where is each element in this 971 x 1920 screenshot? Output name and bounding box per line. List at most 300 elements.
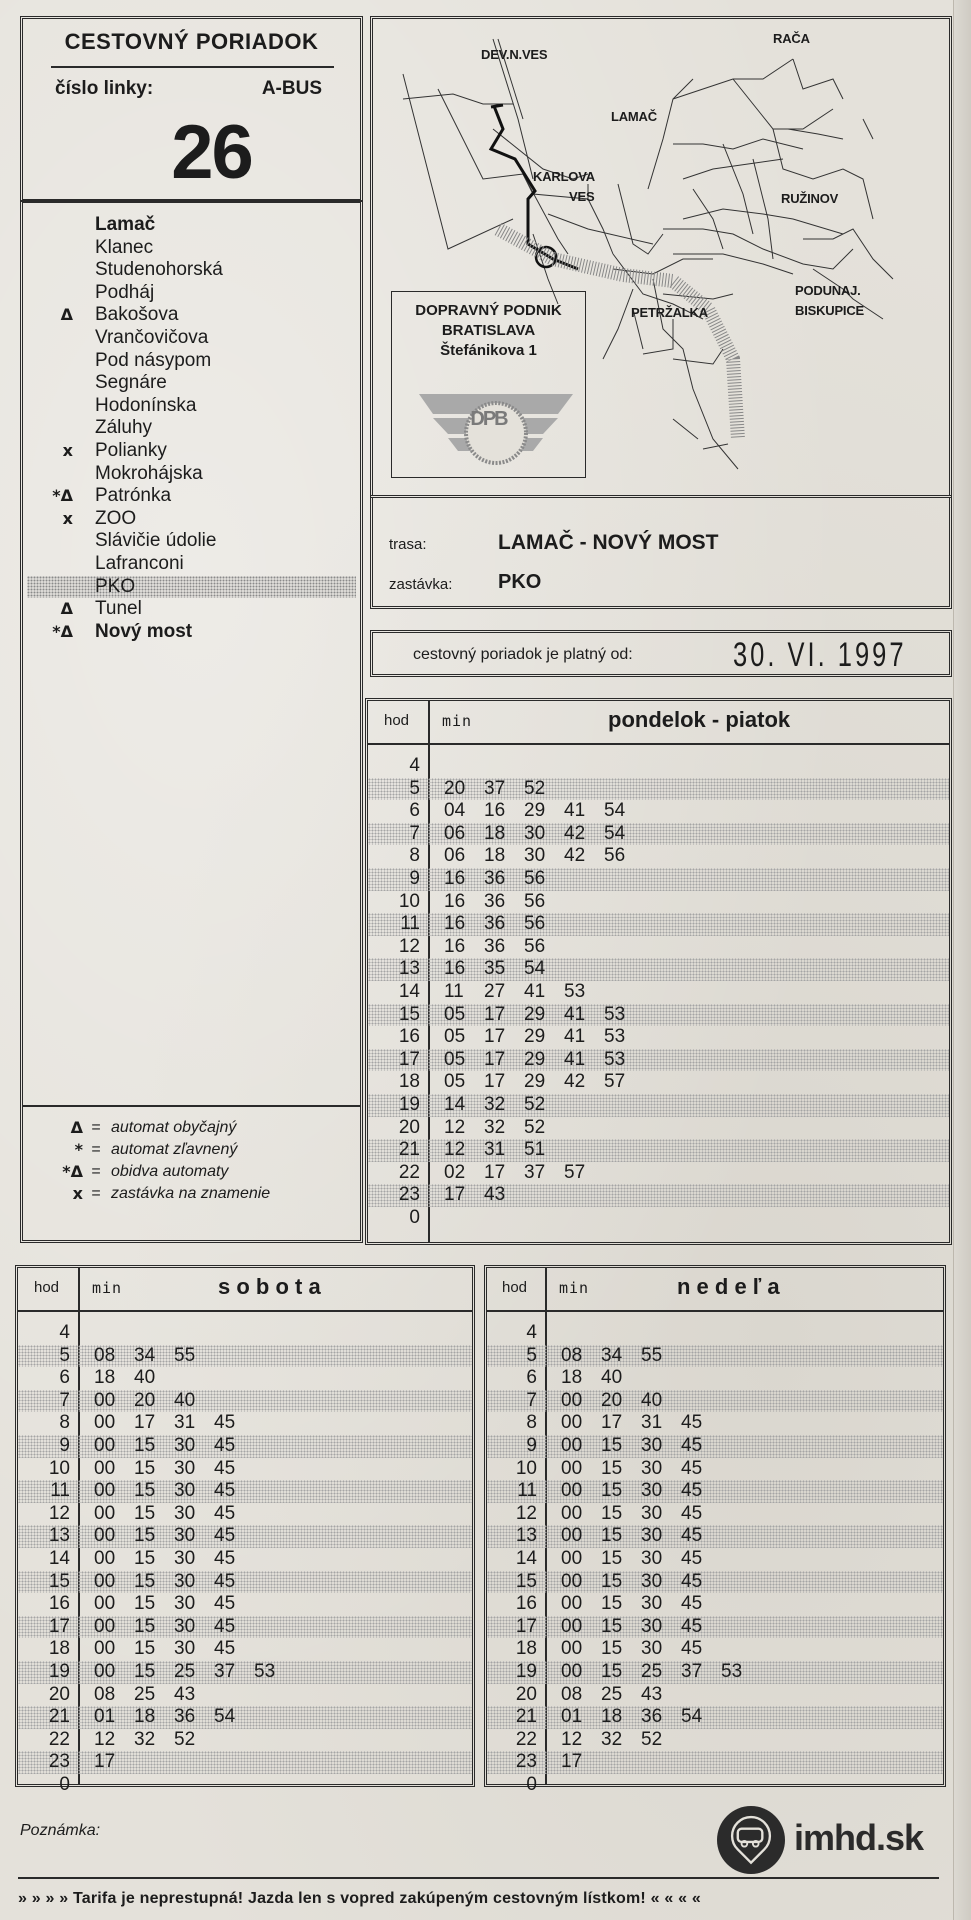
minute-cell: 45 [681,1412,703,1434]
minute-cell: 18 [94,1367,116,1389]
legend-symbol-icon: Δ [70,1118,83,1137]
minute-cell: 25 [601,1683,623,1705]
stop-name: Lafranconi [95,553,184,574]
minute-cell: 20 [134,1389,156,1411]
minute-cell: 30 [641,1548,663,1569]
minute-cell: 32 [601,1728,623,1750]
hour-cell: 17 [515,1615,537,1637]
minute-cell: 08 [94,1344,116,1366]
minute-cell: 45 [681,1435,703,1456]
legend-item [23,1139,360,1161]
hour-cell: 5 [526,1344,537,1366]
route-label: trasa: [389,536,427,553]
hour-cell: 0 [409,1207,420,1228]
minute-cell: 25 [134,1683,156,1705]
table-row [18,1435,472,1458]
table-row [18,1367,472,1390]
hour-cell: 9 [59,1435,70,1456]
table-row [18,1480,472,1503]
minute-cell: 42 [564,845,586,867]
hour-cell: 19 [398,1094,420,1115]
table-row [368,823,949,846]
table-row [368,800,949,823]
hour-cell: 10 [48,1457,70,1479]
table-header-row [368,701,949,745]
minute-cell: 17 [484,1048,506,1070]
minute-cell: 15 [601,1435,623,1456]
minute-cell: 29 [524,1048,546,1070]
hour-cell: 17 [48,1615,70,1637]
minute-cell: 32 [484,1116,506,1138]
minute-cell: 52 [524,1094,546,1115]
hour-cell: 5 [59,1344,70,1366]
map-label-ves: VES [569,189,595,204]
map-label-raca: RAČA [773,31,810,46]
hour-cell: 5 [409,777,420,799]
table-row [368,1184,949,1207]
minute-cell: 05 [444,1026,466,1048]
stop-item-current [27,576,356,598]
legend-item [23,1183,360,1205]
table-row [18,1525,472,1548]
minute-cell: 15 [601,1502,623,1524]
minute-cell: 43 [174,1683,196,1705]
stop-item [23,553,360,575]
day-type-title: s o b o t a [218,1274,321,1299]
legend-equals: = [91,1119,101,1136]
hour-cell: 15 [515,1570,537,1592]
minute-cell: 42 [564,822,586,844]
minute-cell: 00 [561,1593,583,1615]
minute-cell: 30 [641,1570,663,1592]
minute-cell: 00 [561,1615,583,1637]
stop-marker-icon: x [62,508,73,528]
company-box [391,291,586,478]
route-map [370,16,952,498]
minute-cell: 15 [601,1638,623,1660]
minute-cell: 56 [524,935,546,957]
table-row [368,778,949,801]
minute-cell: 31 [641,1412,663,1434]
line-number-label: číslo linky: [55,78,154,99]
minute-cell: 43 [484,1184,506,1206]
validity-date: 30. VI. 1997 [733,636,907,674]
hour-cell: 12 [515,1502,537,1524]
stop-name: Segnáre [95,372,167,394]
minute-cell: 00 [561,1457,583,1479]
minute-cell: 00 [561,1412,583,1434]
minute-cell: 00 [561,1435,583,1456]
minute-cell: 12 [561,1728,583,1750]
minute-cell: 37 [524,1161,546,1183]
minute-cell: 15 [601,1480,623,1502]
stop-name: Patrónka [95,485,172,507]
table-row [368,891,949,914]
map-label-ruzinov: RUŽINOV [781,191,839,206]
table-row [487,1458,943,1481]
minute-cell: 29 [524,1071,546,1093]
minute-cell: 12 [444,1139,466,1161]
minute-cell: 45 [214,1593,236,1615]
table-row [18,1593,472,1616]
hour-cell: 7 [409,822,420,844]
company-logo-text: DPB [470,408,507,430]
stop-marker-icon: *Δ [52,621,73,641]
table-row [368,1094,949,1117]
table-row [487,1322,943,1345]
minute-cell: 56 [524,890,546,912]
stop-item [23,463,360,485]
minute-cell: 17 [484,1071,506,1093]
minute-cell: 42 [564,1071,586,1093]
stop-item [23,372,360,394]
line-type: A-BUS [261,78,322,99]
minute-cell: 16 [444,890,466,912]
stop-item [23,395,360,417]
minute-cell: 36 [484,890,506,912]
minute-cell: 16 [444,935,466,957]
minute-cell: 35 [484,958,506,980]
table-row [368,868,949,891]
hour-cell: 9 [409,868,420,889]
stop-item [23,530,360,552]
minute-cell: 45 [214,1615,236,1637]
stop-list-panel [20,200,363,1243]
hour-cell: 4 [59,1322,70,1343]
minute-cell: 29 [524,1003,546,1025]
hour-cell: 14 [515,1548,537,1569]
table-row [18,1616,472,1639]
minute-cell: 00 [561,1638,583,1660]
minute-cell: 00 [94,1389,116,1411]
minute-cell: 12 [444,1116,466,1138]
minute-cell: 17 [484,1026,506,1048]
timetable-saturday [15,1265,475,1795]
minute-column-header: min [92,1279,123,1297]
table-row [18,1638,472,1661]
stop-name: Lamač [95,214,156,235]
minute-cell: 06 [444,845,466,867]
minute-cell: 54 [681,1706,703,1728]
minute-cell: 20 [444,777,466,799]
minute-cell: 45 [681,1480,703,1502]
minute-cell: 16 [444,913,466,935]
minute-cell: 41 [564,800,586,822]
table-row [487,1751,943,1774]
hour-cell: 13 [48,1525,70,1547]
minute-cell: 30 [174,1593,196,1615]
minute-cell: 30 [641,1615,663,1637]
minute-cell: 32 [134,1728,156,1750]
minute-cell: 36 [484,935,506,957]
minute-cell: 40 [601,1367,623,1389]
hour-cell: 8 [409,845,420,867]
minute-cell: 30 [174,1525,196,1547]
minute-cell: 30 [174,1615,196,1637]
hour-cell: 22 [515,1728,537,1750]
minute-cell: 15 [134,1457,156,1479]
hour-cell: 12 [398,935,420,957]
minute-cell: 40 [134,1367,156,1389]
minute-cell: 57 [604,1071,626,1093]
table-row [368,755,949,778]
hour-cell: 23 [398,1184,420,1206]
hour-cell: 6 [409,800,420,822]
hour-cell: 10 [515,1457,537,1479]
table-row [18,1706,472,1729]
route-info [370,495,952,609]
stop-marker-icon: *Δ [52,486,73,506]
minute-cell: 45 [214,1638,236,1660]
minute-cell: 30 [174,1502,196,1524]
hour-cell: 11 [400,913,420,935]
table-row [487,1729,943,1752]
minute-cell: 43 [641,1683,663,1705]
minute-cell: 16 [444,958,466,980]
hour-cell: 7 [526,1389,537,1411]
minute-cell: 17 [561,1751,583,1773]
minute-cell: 45 [681,1525,703,1547]
torn-edge [953,0,971,1920]
minute-cell: 16 [444,868,466,889]
legend-item [23,1117,360,1139]
minute-cell: 00 [561,1548,583,1569]
minute-column-header: min [559,1279,590,1297]
minute-cell: 30 [174,1480,196,1502]
stop-item [23,485,360,507]
table-row [487,1390,943,1413]
minute-cell: 15 [601,1570,623,1592]
minute-cell: 53 [604,1003,626,1025]
stop-value: PKO [498,571,542,593]
minute-cell: 18 [561,1367,583,1389]
hour-cell: 0 [59,1774,70,1795]
minute-cell: 00 [94,1548,116,1569]
hour-cell: 21 [515,1706,537,1728]
stop-name: Polianky [95,440,167,461]
minute-cell: 30 [641,1525,663,1547]
map-label-lamac: LAMAČ [611,109,657,124]
minute-column-header: min [442,712,473,730]
hour-cell: 6 [59,1367,70,1389]
stop-name: Tunel [95,598,142,620]
day-type-title: pondelok - piatok [608,707,791,732]
table-row [368,936,949,959]
company-address: Štefánikova 1 [440,342,537,359]
minute-cell: 01 [561,1706,583,1728]
minute-cell: 05 [444,1071,466,1093]
minute-cell: 00 [561,1389,583,1411]
minute-cell: 08 [561,1344,583,1366]
minute-cell: 15 [134,1615,156,1637]
hour-cell: 4 [409,755,420,776]
stop-name: Klanec [95,236,154,258]
table-row [18,1503,472,1526]
minute-cell: 02 [444,1161,466,1183]
hour-cell: 16 [398,1026,420,1048]
minute-cell: 30 [641,1638,663,1660]
stop-item [23,304,360,326]
stop-item [23,214,360,236]
minute-cell: 15 [601,1548,623,1569]
minute-cell: 45 [214,1457,236,1479]
timetable-sunday [484,1265,946,1795]
minute-cell: 17 [94,1751,116,1773]
table-header-row [18,1268,472,1312]
minute-cell: 37 [214,1661,236,1682]
minute-cell: 25 [641,1661,663,1682]
minute-cell: 18 [484,845,506,867]
table-row [18,1571,472,1594]
stop-name: Studenohorská [95,259,223,281]
minute-cell: 30 [174,1548,196,1569]
minute-cell: 56 [524,913,546,935]
imhd-brand-text[interactable]: imhd.sk [794,1817,924,1858]
table-row [368,1026,949,1049]
minute-cell: 41 [564,1026,586,1048]
minute-cell: 40 [641,1389,663,1411]
table-row [18,1548,472,1571]
minute-cell: 05 [444,1003,466,1025]
minute-cell: 15 [601,1457,623,1479]
minute-cell: 45 [214,1548,236,1569]
table-row [487,1412,943,1435]
table-row [487,1774,943,1797]
minute-cell: 00 [94,1435,116,1456]
minute-cell: 53 [564,981,586,1002]
minute-cell: 15 [601,1593,623,1615]
map-label-petrzalka: PETRŽALKA [631,305,708,320]
legend-equals: = [91,1185,101,1202]
minute-cell: 00 [561,1502,583,1524]
minute-cell: 36 [484,913,506,935]
hour-cell: 12 [48,1502,70,1524]
minute-cell: 45 [214,1480,236,1502]
table-row [18,1751,472,1774]
hour-cell: 20 [48,1683,70,1705]
minute-cell: 53 [721,1661,743,1682]
minute-cell: 00 [94,1661,116,1682]
company-city: BRATISLAVA [441,322,536,339]
minute-cell: 20 [601,1389,623,1411]
hour-cell: 22 [48,1728,70,1750]
table-row [487,1706,943,1729]
stop-item [23,598,360,620]
minute-cell: 36 [484,868,506,889]
hour-cell: 14 [48,1548,70,1569]
minute-cell: 29 [524,800,546,822]
minute-cell: 00 [94,1638,116,1660]
stop-name: PKO [95,575,136,597]
minute-cell: 30 [641,1593,663,1615]
minute-cell: 05 [444,1048,466,1070]
table-row [368,1004,949,1027]
legend-text: automat obyčajný [111,1119,237,1136]
minute-cell: 27 [484,981,506,1002]
minute-cell: 00 [94,1457,116,1479]
minute-cell: 08 [561,1683,583,1705]
minute-cell: 36 [641,1706,663,1728]
minute-cell: 15 [134,1525,156,1547]
table-row [487,1525,943,1548]
minute-cell: 55 [641,1344,663,1366]
minute-cell: 00 [561,1570,583,1592]
table-row [487,1367,943,1390]
company-name: DOPRAVNÝ PODNIK [415,302,562,319]
minute-cell: 41 [524,981,546,1002]
stop-name: ZOO [95,507,137,529]
timetable-header [20,16,363,202]
note-label: Poznámka: [20,1822,101,1839]
minute-cell: 25 [174,1661,196,1682]
minute-cell: 00 [94,1615,116,1637]
minute-cell: 45 [214,1502,236,1524]
minute-cell: 15 [134,1638,156,1660]
stop-item [23,508,360,530]
hour-column-header: hod [384,712,410,729]
table-row [368,1117,949,1140]
minute-cell: 15 [134,1661,156,1682]
minute-cell: 34 [601,1344,623,1366]
table-row [487,1548,943,1571]
minute-cell: 31 [484,1139,506,1161]
stop-name: Hodonínska [95,394,197,416]
table-row [487,1593,943,1616]
minute-cell: 30 [174,1570,196,1592]
minute-cell: 30 [641,1435,663,1456]
stop-name: Nový most [95,620,193,642]
minute-cell: 00 [561,1525,583,1547]
minute-cell: 17 [444,1184,466,1206]
timetable-weekday [365,698,952,1245]
stop-item [23,440,360,462]
minute-cell: 15 [134,1480,156,1502]
minute-cell: 41 [564,1048,586,1070]
hour-cell: 7 [59,1389,70,1411]
stop-name: Vrančovičova [95,327,209,348]
hour-cell: 22 [398,1161,420,1183]
table-row [18,1774,472,1797]
minute-cell: 53 [254,1661,276,1682]
table-row [487,1616,943,1639]
minute-cell: 37 [484,777,506,799]
legend-text: zastávka na znamenie [111,1185,271,1202]
stop-item [23,350,360,372]
hour-cell: 16 [48,1593,70,1615]
minute-cell: 30 [641,1457,663,1479]
hour-cell: 13 [515,1525,537,1547]
minute-cell: 15 [134,1570,156,1592]
minute-cell: 30 [524,822,546,844]
map-label-biskupice: BISKUPICE [795,303,864,318]
minute-cell: 45 [681,1638,703,1660]
minute-cell: 45 [681,1593,703,1615]
minute-cell: 18 [601,1706,623,1728]
table-row [18,1412,472,1435]
validity-label: cestovný poriadok je platný od: [413,646,633,663]
minute-cell: 56 [524,868,546,889]
legend-symbol-icon: * [74,1140,83,1159]
minute-cell: 45 [214,1525,236,1547]
table-row [487,1638,943,1661]
minute-cell: 45 [681,1548,703,1569]
minute-cell: 15 [601,1661,623,1682]
header-divider [51,66,334,68]
route-value: LAMAČ - NOVÝ MOST [498,531,719,554]
table-row [487,1435,943,1458]
minute-cell: 12 [94,1728,116,1750]
day-type-title: n e d e ľ a [677,1274,780,1299]
